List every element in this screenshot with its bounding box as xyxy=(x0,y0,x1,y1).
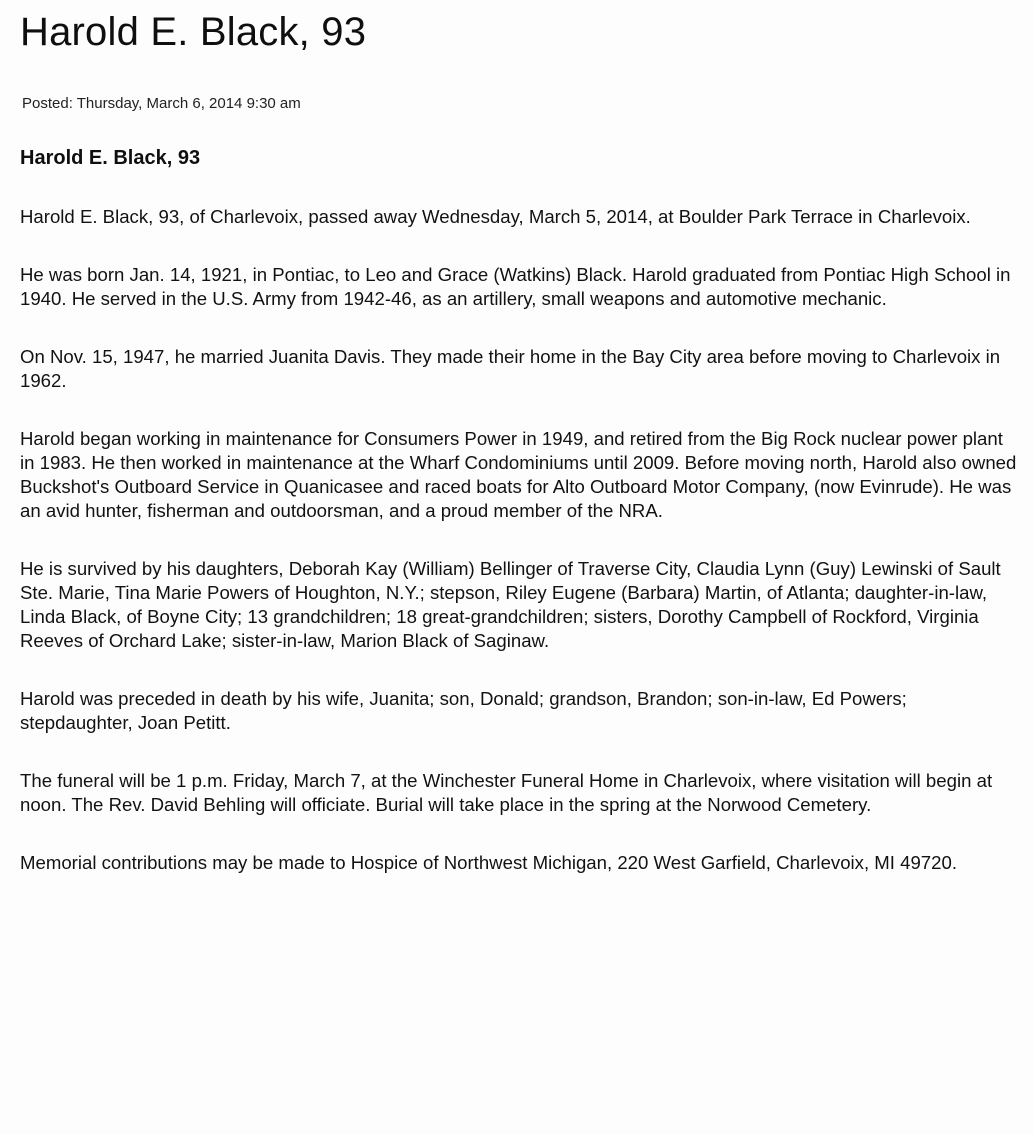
paragraph-early-life: He was born Jan. 14, 1921, in Pontiac, to Leo and Grace (Watkins) Black. Harold graduated from Pontiac High School in 1940. He served in the U.S. Army from 1942-46, as an artillery, small weapons and automotive mechanic. xyxy=(20,264,1011,309)
paragraph-memorial: Memorial contributions may be made to Hospice of Northwest Michigan, 220 West Garfield, Charlevoix, MI 49720. xyxy=(20,852,957,873)
article-body xyxy=(20,205,1020,909)
paragraph-funeral: The funeral will be 1 p.m. Friday, March 7, at the Winchester Funeral Home in Charlevoix, where visitation will begin at noon. The Rev. David Behling will officiate. Burial will take place in the spring at the Norwood Cemetery. xyxy=(20,770,993,815)
paragraph-preceded-in-death: Harold was preceded in death by his wife, Juanita; son, Donald; grandson, Brandon; son-in-law, Ed Powers; stepdaughter, Joan Petitt. xyxy=(20,688,907,733)
paragraph-career: Harold began working in maintenance for Consumers Power in 1949, and retired from the Big Rock nuclear power plant in 1983. He then worked in maintenance at the Wharf Condominiums until 2009. Before moving north, Harold also owned Buckshot's Outboard Service in Quanicasee and raced boats for Alto Outboard Motor Company, (now Evinrude). He was an avid hunter, fisherman and outdoorsman, and a proud member of the NRA. xyxy=(20,428,1017,521)
paragraph-death-notice: Harold E. Black, 93, of Charlevoix, passed away Wednesday, March 5, 2014, at Boulder Park Terrace in Charlevoix. xyxy=(20,206,971,227)
article-subheading: Harold E. Black, 93 xyxy=(20,147,201,169)
paragraph-marriage: On Nov. 15, 1947, he married Juanita Davis. They made their home in the Bay City area before moving to Charlevoix in 1962. xyxy=(20,346,1001,391)
posted-date: Posted: Thursday, March 6, 2014 9:30 am xyxy=(22,95,301,112)
paragraph-survivors: He is survived by his daughters, Deborah Kay (William) Bellinger of Traverse City, Claudia Lynn (Guy) Lewinski of Sault Ste. Marie, Tina Marie Powers of Houghton, N.Y.; stepson, Riley Eugene (Barbara) Martin, of Atlanta; daughter-in-law, Linda Black, of Boyne City; 13 grandchildren; 18 great-grandchildren; sisters, Dorothy Campbell of Rockford, Virginia Reeves of Orchard Lake; sister-in-law, Marion Black of Saginaw. xyxy=(20,558,1001,651)
page-title: Harold E. Black, 93 xyxy=(20,10,367,54)
